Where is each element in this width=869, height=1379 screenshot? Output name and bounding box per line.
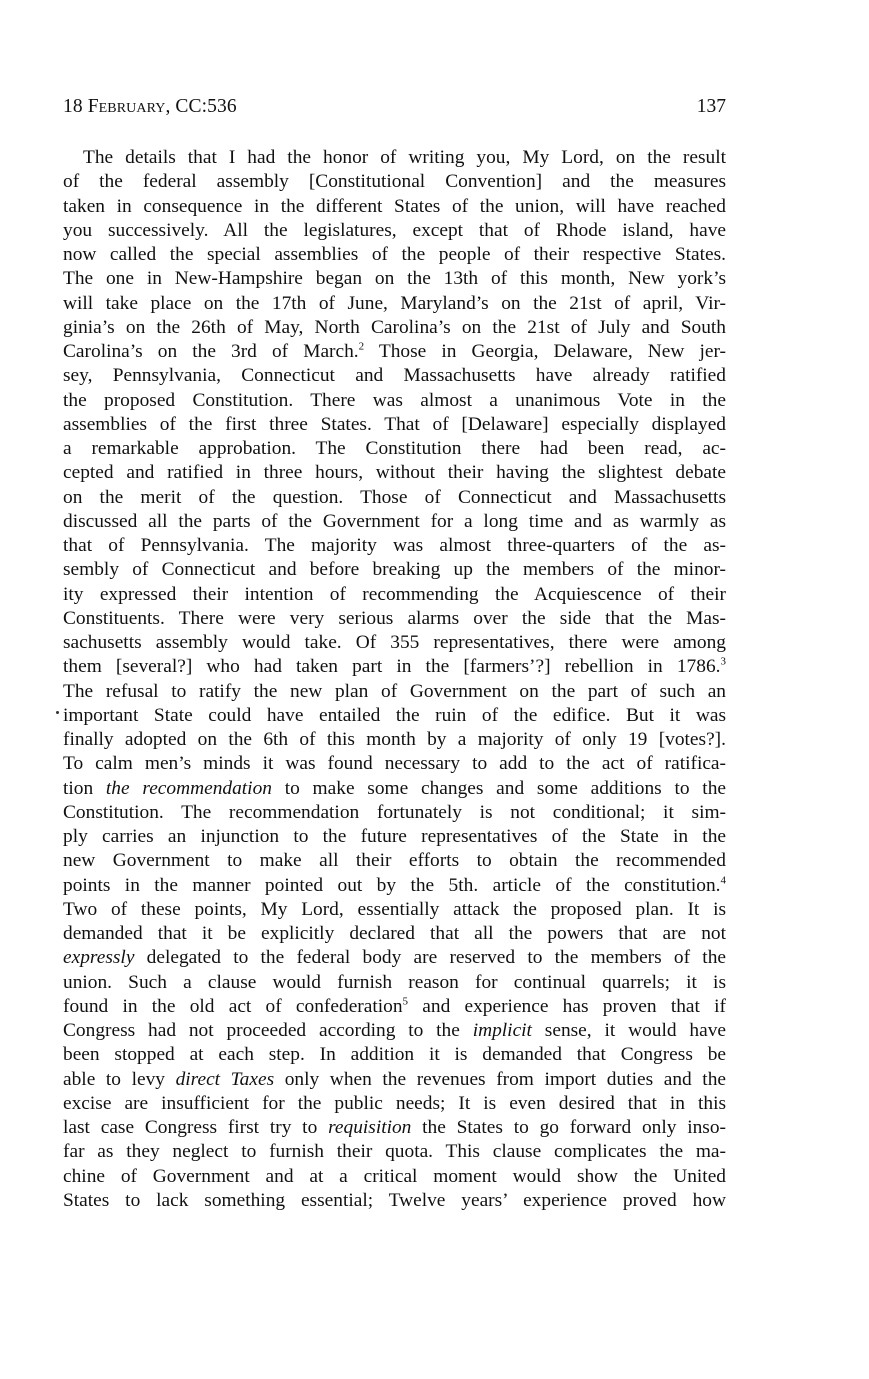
text-line xyxy=(63,874,726,898)
text-run: and experience has proven that if xyxy=(408,995,726,1017)
text-run: on the merit of the question. Those of Connecticut and Massachusetts xyxy=(63,486,726,508)
text-line xyxy=(63,995,726,1019)
text-run: will take place on the 17th of June, Maryland’s on the 21st of april, Vir- xyxy=(63,292,726,314)
text-line xyxy=(63,631,726,655)
text-line xyxy=(63,292,726,316)
text-run: found in the old act of confederation xyxy=(63,995,403,1017)
text-run: cepted and ratified in three hours, without their having the slightest debate xyxy=(63,462,726,484)
text-line xyxy=(63,971,726,995)
text-line xyxy=(63,946,726,970)
text-run: new Government to make all their efforts to obtain the recommended xyxy=(63,850,726,872)
italic-phrase: implicit xyxy=(472,1020,532,1041)
text-run: The one in New-Hampshire began on the 13th of this month, New york’s xyxy=(63,268,726,290)
text-run: far as they neglect to furnish their quota. This clause complicates the ma- xyxy=(63,1141,726,1163)
running-head xyxy=(63,96,237,118)
text-run: chine of Government and at a critical moment would show the United xyxy=(63,1165,726,1187)
text-line xyxy=(63,898,726,922)
text-line xyxy=(63,437,726,461)
text-run: To calm men’s minds it was found necessary to add to the act of ratifica- xyxy=(63,753,726,775)
text-line xyxy=(63,1189,726,1213)
footnote-reference: 2 xyxy=(358,340,365,353)
text-line xyxy=(63,1140,726,1164)
page-number: 137 xyxy=(696,96,726,117)
page-header xyxy=(63,96,726,126)
text-run: demanded that it be explicitly declared that all the powers that are not xyxy=(63,923,726,944)
text-line xyxy=(63,486,726,510)
text-line xyxy=(63,704,726,728)
text-line xyxy=(63,607,726,631)
italic-phrase: requisition xyxy=(328,1117,412,1138)
text-line xyxy=(63,777,726,801)
italic-phrase: the recommendation xyxy=(105,777,272,799)
text-line xyxy=(63,558,726,582)
text-line xyxy=(63,922,726,946)
text-line xyxy=(63,316,726,340)
text-run: assemblies of the first three States. That of [Delaware] especially displayed xyxy=(63,413,726,435)
print-speck xyxy=(56,711,59,714)
text-run: discussed all the parts of the Government for a long time and as warmly as xyxy=(63,510,726,532)
text-line xyxy=(63,461,726,485)
text-line xyxy=(63,267,726,291)
text-run: important State could have entailed the ruin of the edifice. But it was xyxy=(63,704,726,726)
footnote-reference: 4 xyxy=(720,874,726,887)
text-line xyxy=(63,1068,726,1092)
text-run: the States to go forward only inso- xyxy=(411,1117,726,1138)
text-run: The details that I had the honor of writing you, My Lord, on the result xyxy=(83,147,726,168)
text-run: now called the special assemblies of the people of their respective States. xyxy=(63,244,726,265)
text-run: finally adopted on the 6th of this month by a majority of only 19 [votes?]. xyxy=(63,729,726,750)
text-line xyxy=(63,146,726,170)
text-line xyxy=(63,1043,726,1067)
footnote-reference: 3 xyxy=(720,655,726,668)
running-head-month: February xyxy=(87,96,166,117)
letter-body-text xyxy=(63,146,726,1213)
text-run: union. Such a clause would furnish reason for continual quarrels; it is xyxy=(63,971,726,993)
text-line xyxy=(63,1165,726,1189)
text-run: tion xyxy=(63,777,106,799)
text-run: Constituents. There were very serious alarms over the side that the Mas- xyxy=(63,607,726,629)
text-run: Congress had not proceeded according to the xyxy=(63,1020,473,1041)
text-run: sey, Pennsylvania, Connecticut and Massachusetts have already ratified xyxy=(63,365,726,387)
text-line xyxy=(63,655,726,679)
text-run: them [several?] who had taken part in the [farmers’?] rebellion in 1786. xyxy=(63,656,721,678)
text-line xyxy=(63,1116,726,1140)
text-line xyxy=(63,243,726,267)
text-run: been stopped at each step. In addition it is demanded that Congress be xyxy=(63,1044,726,1066)
text-line xyxy=(63,219,726,243)
text-run: to make some changes and some additions to the xyxy=(271,777,726,799)
text-run: that of Pennsylvania. The majority was almost three-quarters of the as- xyxy=(63,535,726,556)
text-line xyxy=(63,364,726,388)
text-line xyxy=(63,389,726,413)
text-run: Carolina’s on the 3rd of March. xyxy=(63,341,359,362)
text-line xyxy=(63,752,726,776)
text-line xyxy=(63,801,726,825)
text-run: delegated to the federal body are reserved to the members of the xyxy=(134,947,726,969)
text-run: Two of these points, My Lord, essentially attack the proposed plan. It is xyxy=(63,898,726,920)
text-run: last case Congress first try to xyxy=(63,1117,329,1138)
text-run: Constitution. The recommendation fortunately is not conditional; it sim- xyxy=(63,801,726,823)
text-line xyxy=(63,340,726,364)
text-run: sachusetts assembly would take. Of 355 representatives, there were among xyxy=(63,632,726,653)
text-run: of the federal assembly [Constitutional Convention] and the measures xyxy=(63,171,726,193)
text-line xyxy=(63,170,726,194)
text-run: sense, it would have xyxy=(531,1020,727,1041)
text-line xyxy=(63,680,726,704)
text-line xyxy=(63,534,726,558)
text-line xyxy=(63,413,726,437)
text-line xyxy=(63,583,726,607)
text-line xyxy=(63,849,726,873)
text-run: ply carries an injunction to the future representatives of the State in the xyxy=(63,826,726,847)
text-run: the proposed Constitution. There was almost a unanimous Vote in the xyxy=(63,389,726,411)
text-line xyxy=(63,1019,726,1043)
running-head-document-id: , CC:536 xyxy=(165,96,237,117)
text-run: able to levy xyxy=(63,1068,176,1090)
italic-phrase: expressly xyxy=(63,947,135,969)
text-run: only when the revenues from import duties and the xyxy=(274,1068,726,1090)
footnote-reference: 5 xyxy=(402,995,409,1008)
text-line xyxy=(63,510,726,534)
running-head-date: 18 xyxy=(63,96,88,117)
text-line xyxy=(63,1092,726,1116)
italic-phrase: direct Taxes xyxy=(175,1068,275,1090)
text-line xyxy=(63,195,726,219)
text-line xyxy=(63,825,726,849)
text-line xyxy=(63,728,726,752)
text-run: The refusal to ratify the new plan of Government on the part of such an xyxy=(63,680,726,702)
text-run: ity expressed their intention of recommending the Acquiescence of their xyxy=(63,583,726,605)
text-run: taken in consequence in the different States of the union, will have reached xyxy=(63,195,726,217)
text-run: States to lack something essential; Twelve years’ experience proved how xyxy=(63,1189,726,1211)
text-run: sembly of Connecticut and before breaking up the members of the minor- xyxy=(63,559,726,581)
text-run: points in the manner pointed out by the 5th. article of the constitution. xyxy=(63,874,721,896)
text-run: you successively. All the legislatures, except that of Rhode island, have xyxy=(63,219,726,241)
text-run: excise are insufficient for the public needs; It is even desired that in this xyxy=(63,1092,726,1114)
text-run: Those in Georgia, Delaware, New jer- xyxy=(364,341,726,362)
text-run: ginia’s on the 26th of May, North Carolina’s on the 21st of July and South xyxy=(63,316,726,338)
text-run: a remarkable approbation. The Constitution there had been read, ac- xyxy=(63,438,726,459)
